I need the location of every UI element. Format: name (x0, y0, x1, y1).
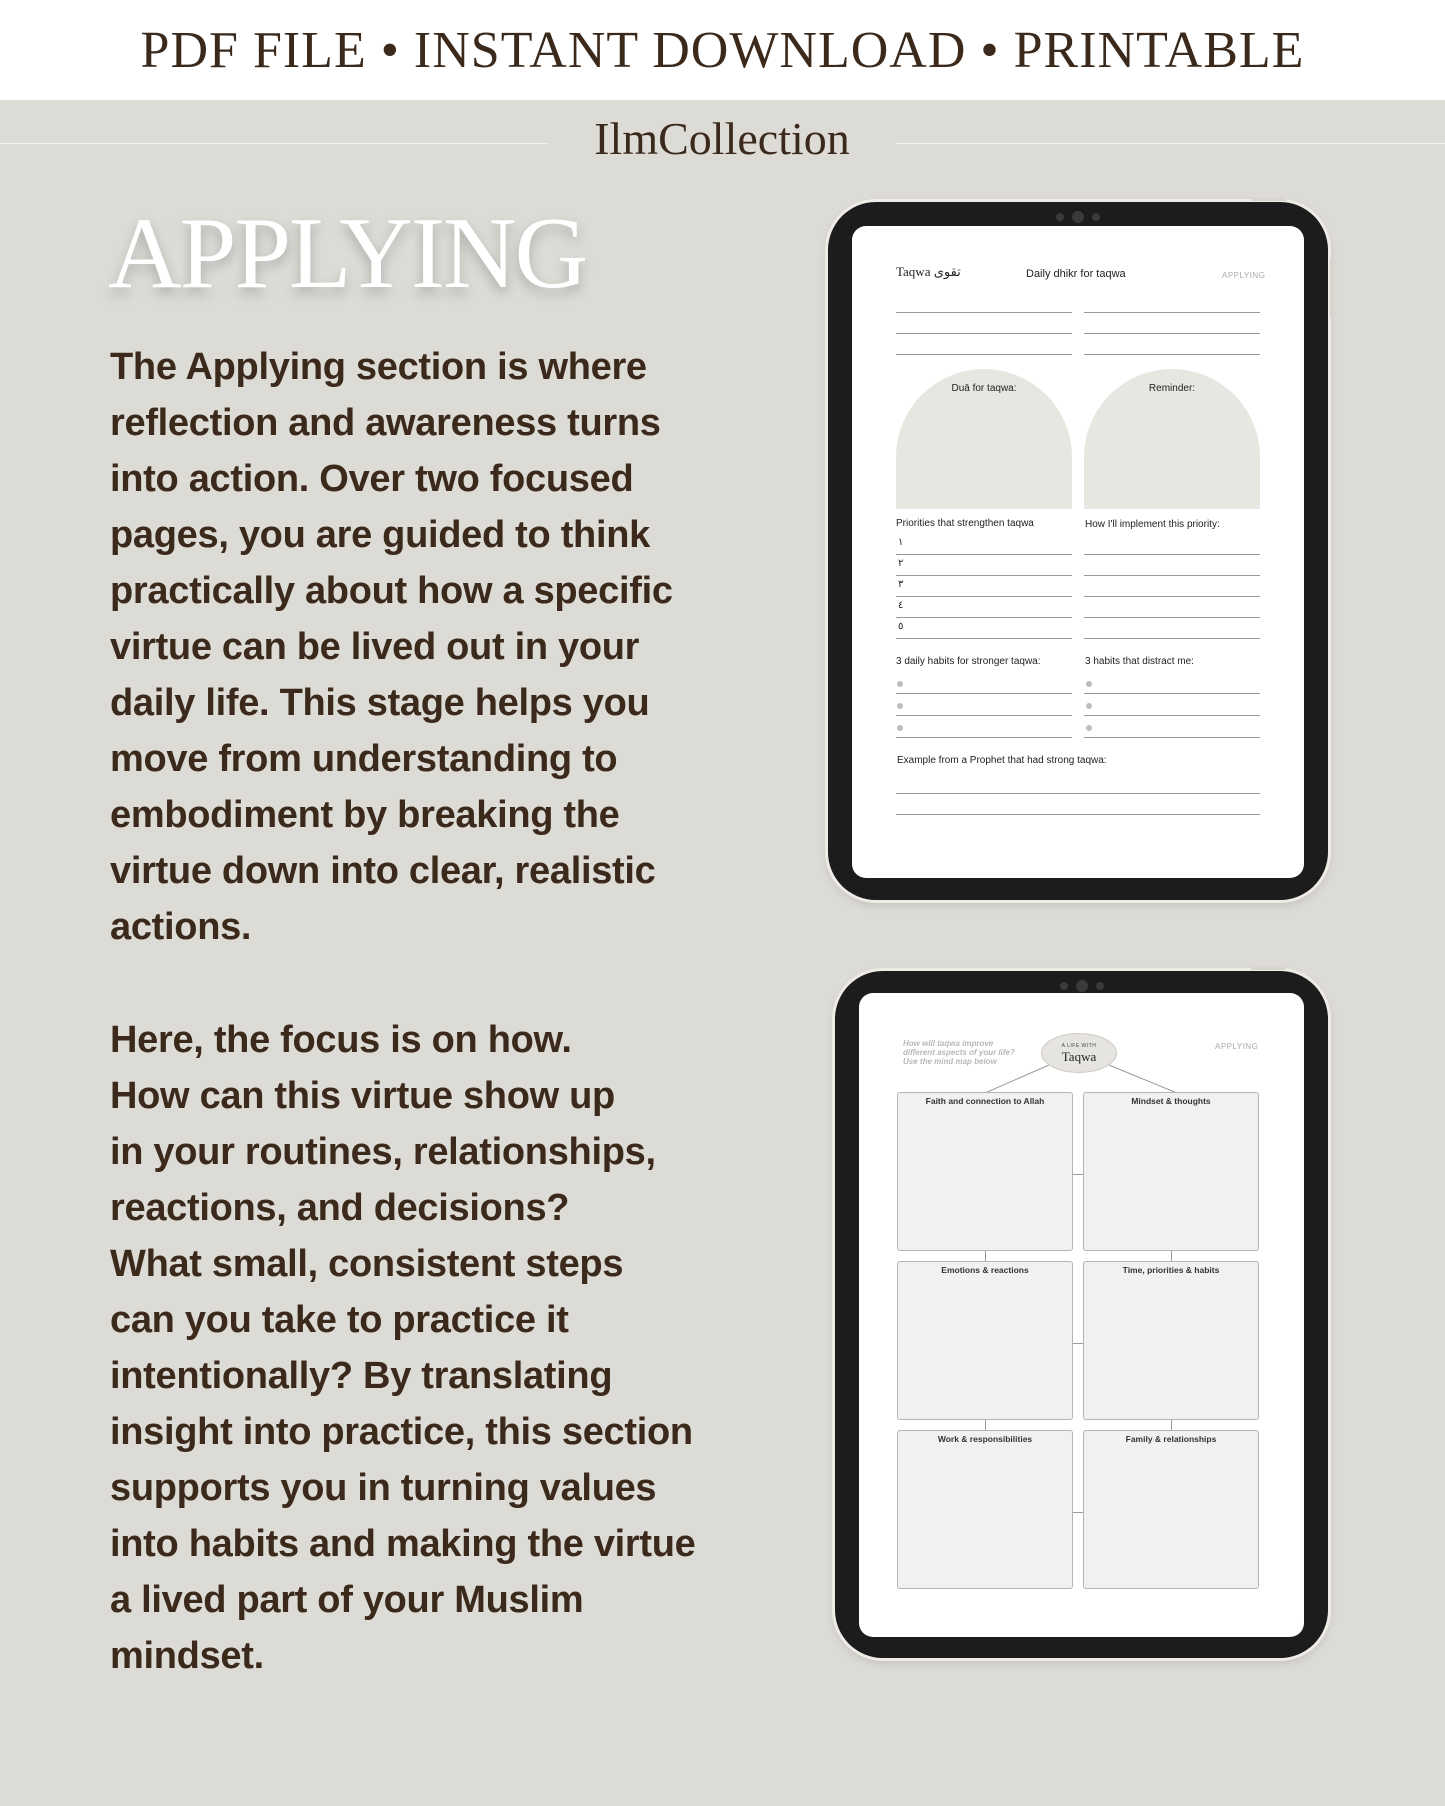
write-line (1084, 617, 1260, 618)
planner-page-screen (852, 226, 1304, 878)
text-line: a lived part of your Muslim (110, 1579, 584, 1621)
write-line (1084, 554, 1260, 555)
write-line (1084, 312, 1260, 313)
mind-map-box (1083, 1430, 1259, 1589)
tablet-mockup-applying-page (828, 202, 1328, 900)
text-line: practically about how a specific (110, 570, 673, 612)
text-line: insight into practice, this section (110, 1411, 693, 1453)
write-line (896, 554, 1072, 555)
text-line: reflection and awareness turns (110, 402, 661, 444)
text-line: virtue down into clear, realistic (110, 850, 656, 892)
mind-map-box (897, 1092, 1073, 1251)
banner-text: PDF FILE • INSTANT DOWNLOAD • PRINTABLE (140, 21, 1305, 79)
text-line: move from understanding to (110, 738, 618, 780)
text-line: into habits and making the virtue (110, 1523, 696, 1565)
write-line (896, 333, 1072, 334)
box-connector (1073, 1512, 1083, 1513)
distract-label: 3 habits that distract me: (1085, 656, 1194, 667)
text-line: mindset. (110, 1635, 264, 1677)
central-cloud (1041, 1033, 1117, 1073)
write-line (1084, 638, 1260, 639)
write-line (896, 575, 1072, 576)
mind-map-box (1083, 1092, 1259, 1251)
box-connector (1171, 1251, 1172, 1261)
tablet-top-button (1251, 967, 1285, 970)
text-line: intentionally? By translating (110, 1355, 613, 1397)
text-line: The Applying section is where (110, 346, 647, 388)
box-connector (1171, 1420, 1172, 1430)
box-label: Mindset & thoughts (1131, 1096, 1211, 1106)
priority-number: ٤ (898, 600, 904, 611)
page-heading: Daily dhikr for taqwa (1026, 268, 1126, 280)
write-line (896, 617, 1072, 618)
camera-icon (1056, 211, 1100, 223)
box-label: Work & responsibilities (937, 1434, 1033, 1444)
write-line (896, 793, 1260, 794)
write-line (896, 638, 1072, 639)
write-line (896, 596, 1072, 597)
bullet-icon (897, 725, 903, 731)
box-connector (985, 1251, 986, 1261)
arch-label: Reminder: (1148, 383, 1196, 394)
write-line (1084, 715, 1260, 716)
brand-row (0, 108, 1445, 174)
mind-map-box (897, 1261, 1073, 1420)
write-line (1084, 333, 1260, 334)
box-label: Emotions & reactions (941, 1265, 1029, 1275)
text-line: daily life. This stage helps you (110, 682, 650, 724)
hint-line: different aspects of your life? (903, 1048, 1015, 1057)
priority-number: ١ (898, 537, 904, 548)
write-line (896, 737, 1072, 738)
brand-name: IlmCollection (594, 113, 850, 164)
text-line: supports you in turning values (110, 1467, 657, 1509)
priorities-label: Priorities that strengthen taqwa (896, 518, 1034, 529)
bullet-icon (897, 703, 903, 709)
text-line: in your routines, relationships, (110, 1131, 656, 1173)
divider-left (0, 143, 548, 144)
camera-icon (1060, 980, 1104, 992)
write-line (896, 715, 1072, 716)
mind-map-screen (859, 993, 1304, 1637)
reminder-arch-box (1084, 369, 1260, 509)
divider-right (896, 143, 1445, 144)
arch-label: Duā for taqwa: (951, 383, 1017, 394)
priority-number: ٢ (898, 558, 904, 569)
box-connector (985, 1420, 986, 1430)
text-line: can you take to practice it (110, 1299, 569, 1341)
paragraph-focus (110, 1012, 770, 1684)
cloud-subtitle: A LIFE WITH (1061, 1043, 1097, 1049)
box-connector (1073, 1343, 1083, 1344)
section-tag: APPLYING (1222, 271, 1266, 280)
write-line (896, 814, 1260, 815)
write-line (1084, 575, 1260, 576)
box-label: Family & relationships (1125, 1434, 1217, 1444)
text-line: embodiment by breaking the (110, 794, 620, 836)
habits-label: 3 daily habits for stronger taqwa: (896, 656, 1041, 667)
box-label: Faith and connection to Allah (925, 1096, 1045, 1106)
text-line: into action. Over two focused (110, 458, 634, 500)
box-label: Time, priorities & habits (1122, 1265, 1220, 1275)
write-line (896, 693, 1072, 694)
text-line: actions. (110, 906, 252, 948)
bullet-icon (1086, 703, 1092, 709)
section-tag: APPLYING (1215, 1042, 1259, 1051)
page-title: Taqwa تقوى (896, 264, 961, 279)
mind-map-box (897, 1430, 1073, 1589)
dua-arch-box (896, 369, 1072, 509)
section-heading: APPLYING (108, 197, 587, 310)
bullet-icon (1086, 725, 1092, 731)
text-line: What small, consistent steps (110, 1243, 624, 1285)
box-connector (1073, 1174, 1083, 1175)
prophet-example-label: Example from a Prophet that had strong taqwa: (897, 755, 1107, 766)
text-line: How can this virtue show up (110, 1075, 615, 1117)
text-line: Here, the focus is on how. (110, 1019, 572, 1061)
hint-line: Use the mind map below (903, 1057, 997, 1066)
write-line (1084, 737, 1260, 738)
hint-line: How will taqwa improve (903, 1039, 994, 1048)
write-line (1084, 596, 1260, 597)
write-line (896, 354, 1072, 355)
top-banner (0, 0, 1445, 100)
text-line: pages, you are guided to think (110, 514, 650, 556)
write-line (1084, 693, 1260, 694)
text-line: reactions, and decisions? (110, 1187, 570, 1229)
mind-map-box (1083, 1261, 1259, 1420)
priority-number: ٣ (898, 579, 904, 590)
tablet-mockup-mind-map-page (835, 971, 1328, 1658)
bullet-icon (1086, 681, 1092, 687)
text-line: virtue can be lived out in your (110, 626, 640, 668)
tablet-side-button (1330, 258, 1333, 318)
write-line (896, 312, 1072, 313)
bullet-icon (897, 681, 903, 687)
implement-label: How I'll implement this priority: (1085, 519, 1220, 530)
write-line (1084, 354, 1260, 355)
cloud-title: Taqwa (1061, 1049, 1097, 1064)
priority-number: ٥ (898, 621, 904, 632)
paragraph-intro (110, 339, 770, 955)
tablet-top-button (1252, 198, 1286, 201)
